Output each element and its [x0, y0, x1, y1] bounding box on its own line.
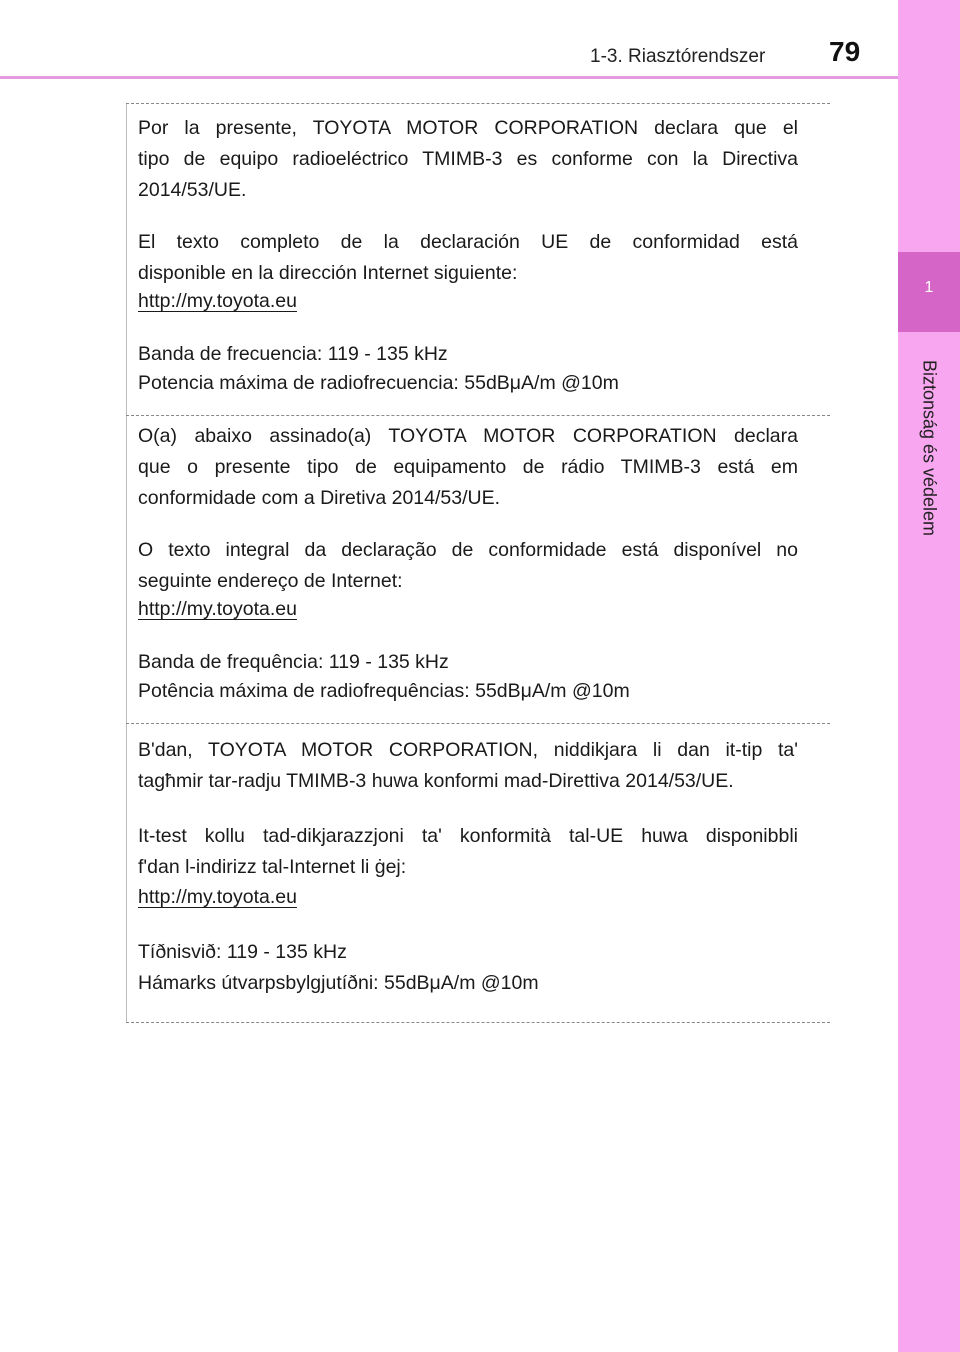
- declaration-line: 2014/53/UE.: [138, 179, 247, 201]
- frequency-band: Tíðnisvið: 119 - 135 kHz: [138, 941, 347, 963]
- header-rule: [0, 76, 898, 79]
- declaration-line: It-test kollu tad-dikjarazzjoni ta' konformità tal-UE huwa disponibbli: [138, 825, 798, 847]
- frequency-band: Banda de frequência: 119 - 135 kHz: [138, 651, 449, 673]
- frequency-band: Banda de frecuencia: 119 - 135 kHz: [138, 343, 448, 365]
- declaration-panel-es: [126, 103, 830, 415]
- chapter-sidebar: [898, 0, 960, 1352]
- declaration-link[interactable]: http://my.toyota.eu: [138, 886, 297, 908]
- page-number: 79: [829, 36, 861, 67]
- declaration-line: B'dan, TOYOTA MOTOR CORPORATION, niddikjara li dan it-tip ta': [138, 739, 798, 761]
- declaration-link[interactable]: http://my.toyota.eu: [138, 598, 297, 620]
- declaration-line: O texto integral da declaração de conformidade está disponível no: [138, 539, 798, 561]
- declaration-line: f'dan l-indirizz tal-Internet li ġej:: [138, 856, 407, 878]
- declaration-line: seguinte endereço de Internet:: [138, 570, 403, 592]
- declaration-panel-pt: [126, 415, 830, 723]
- declaration-line: Por la presente, TOYOTA MOTOR CORPORATION declara que el: [138, 117, 798, 139]
- declaration-link[interactable]: http://my.toyota.eu: [138, 290, 297, 312]
- chapter-title: Biztonság és védelem: [919, 359, 940, 537]
- max-power: Potencia máxima de radiofrecuencia: 55dBμA/m @10m: [138, 372, 619, 394]
- declaration-panel-mt: [126, 723, 830, 1023]
- max-power: Potência máxima de radiofrequências: 55dBμA/m @10m: [138, 680, 630, 702]
- declaration-line: tagħmir tar-radju TMIMB-3 huwa konformi mad-Direttiva 2014/53/UE.: [138, 770, 734, 792]
- declaration-line: que o presente tipo de equipamento de rádio TMIMB-3 está em: [138, 456, 798, 478]
- chapter-number: 1: [924, 279, 934, 296]
- declaration-line: disponible en la dirección Internet siguiente:: [138, 262, 518, 284]
- declaration-line: El texto completo de la declaración UE de conformidad está: [138, 231, 798, 253]
- declaration-line: tipo de equipo radioeléctrico TMIMB-3 es conforme con la Directiva: [138, 148, 798, 170]
- chapter-tab[interactable]: [898, 252, 960, 332]
- declaration-line: O(a) abaixo assinado(a) TOYOTA MOTOR CORPORATION declara: [138, 425, 798, 447]
- max-power: Hámarks útvarpsbylgjutíðni: 55dBμA/m @10m: [138, 972, 539, 994]
- declaration-line: conformidade com a Diretiva 2014/53/UE.: [138, 487, 501, 509]
- section-title: 1-3. Riasztórendszer: [590, 46, 766, 67]
